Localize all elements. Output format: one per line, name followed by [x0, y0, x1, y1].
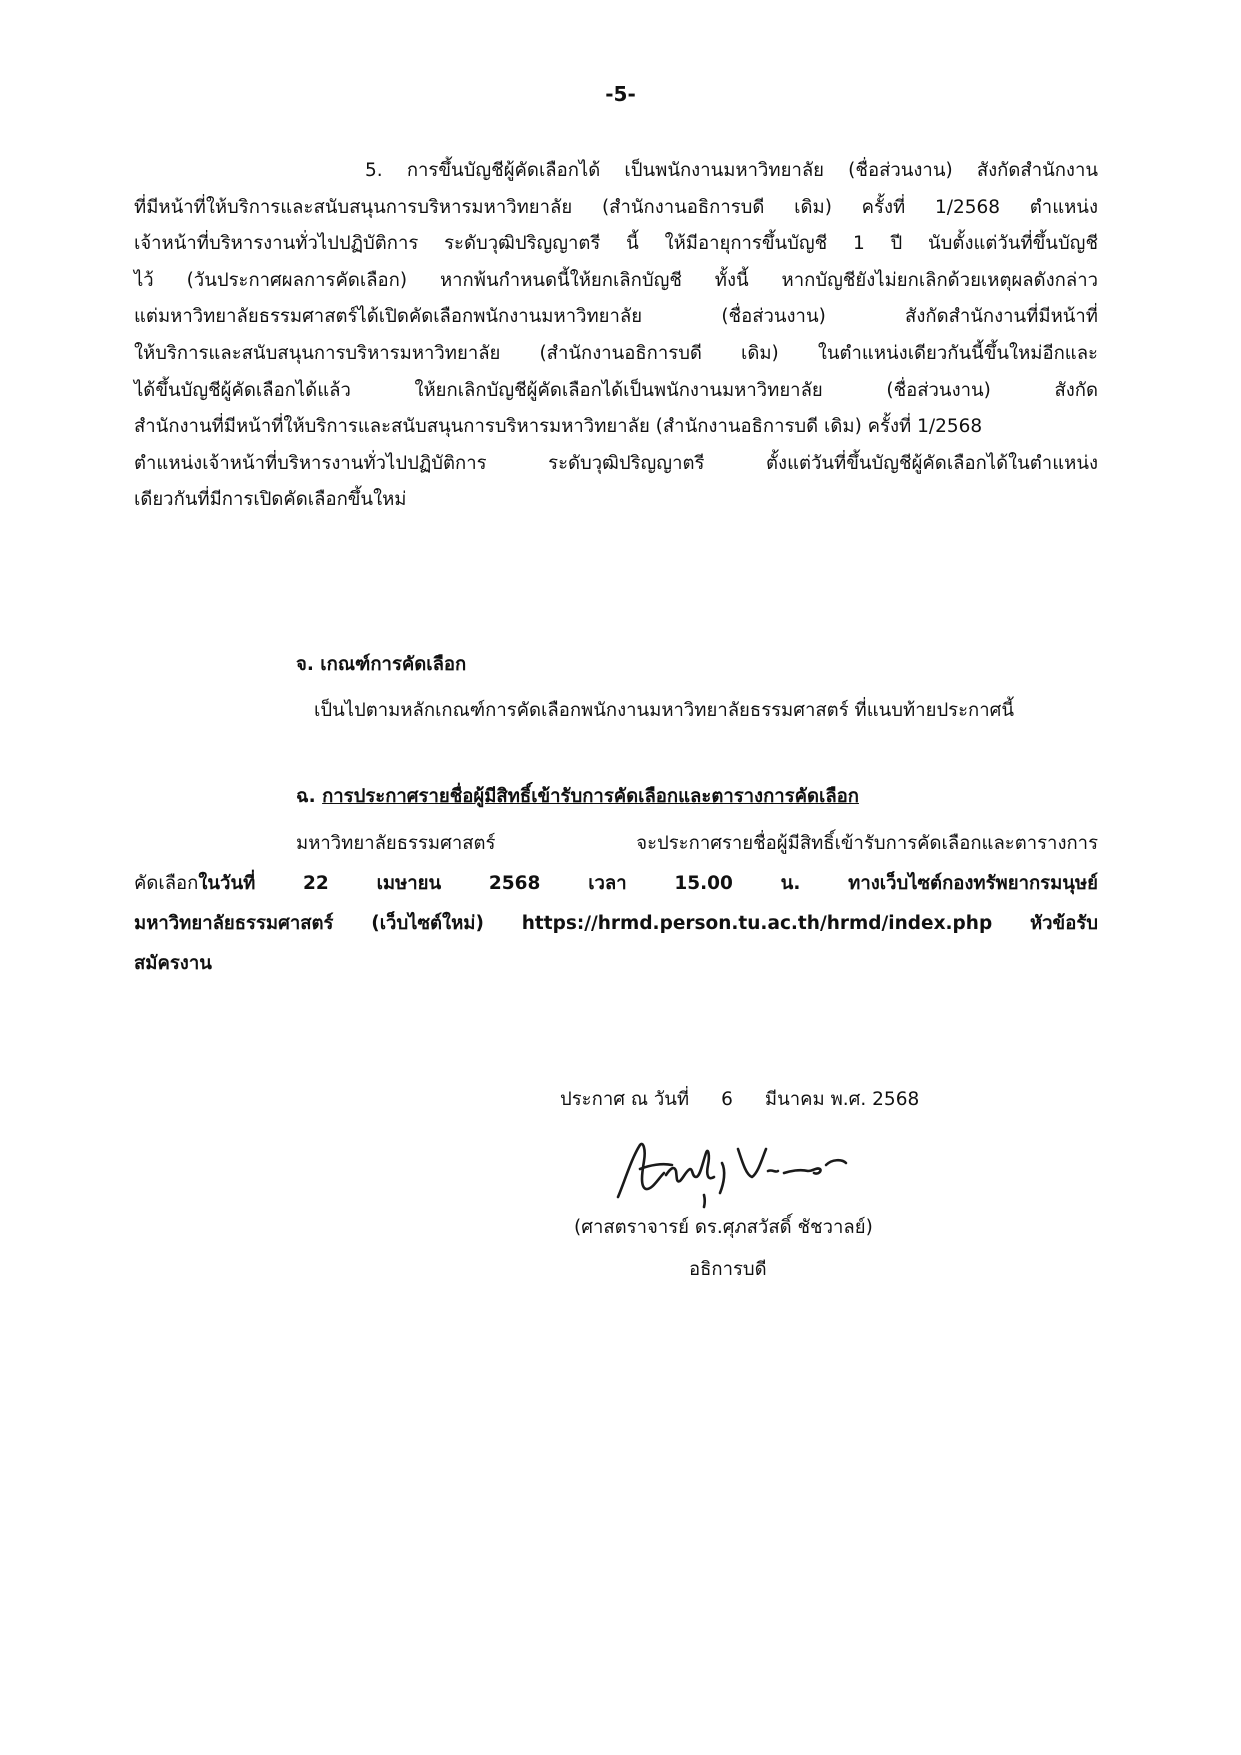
announce-paragraph — [134, 826, 1098, 983]
section-5-paragraph — [134, 153, 1098, 519]
paragraph-line: ให้บริการและสนับสนุนการบริหารมหาวิทยาลัย (สำนักงานอธิการบดี เดิม) ในตำแหน่งเดียวกันนี้ขึ้นใหม่อีกและ — [134, 342, 1098, 364]
date-prefix: ประกาศ ณ วันที่ — [560, 1089, 690, 1110]
paragraph-line: 5. การขึ้นบัญชีผู้คัดเลือกได้ เป็นพนักงานมหาวิทยาลัย (ชื่อส่วนงาน) สังกัดสำนักงาน — [365, 160, 1098, 181]
paragraph-line: เดียวกันที่มีการเปิดคัดเลือกขึ้นใหม่ — [134, 489, 407, 511]
paragraph-line: เจ้าหน้าที่บริหารงานทั่วไปปฏิบัติการ ระดับวุฒิปริญญาตรี นี้ ให้มีอายุการขึ้นบัญชี 1 ปี นับตั้งแต่วันที่ขึ้นบัญชี — [134, 233, 1098, 255]
paragraph-line: ได้ขึ้นบัญชีผู้คัดเลือกได้แล้ว ให้ยกเลิกบัญชีผู้คัดเลือกได้เป็นพนักงานมหาวิทยาลัย (ชื่อส่วนงาน) สังกัด — [134, 379, 1098, 401]
paragraph-line: มหาวิทยาลัยธรรมศาสตร์ จะประกาศรายชื่อผู้มีสิทธิ์เข้ารับการคัดเลือกและตารางการ — [296, 833, 1098, 854]
signatory-name: (ศาสตราจารย์ ดร.ศุภสวัสดิ์ ชัชวาลย์) — [574, 1217, 873, 1238]
handwritten-signature — [610, 1135, 880, 1210]
paragraph-line: ที่มีหน้าที่ให้บริการและสนับสนุนการบริหารมหาวิทยาลัย (สำนักงานอธิการบดี เดิม) ครั้งที่ 1/2568 ตำแหน่ง — [134, 196, 1098, 218]
announce-heading-text: การประกาศรายชื่อผู้มีสิทธิ์เข้ารับการคัดเลือกและตารางการคัดเลือก — [322, 786, 859, 807]
paragraph-line: แต่มหาวิทยาลัยธรรมศาสตร์ได้เปิดคัดเลือกพนักงานมหาวิทยาลัย (ชื่อส่วนงาน) สังกัดสำนักงานที่มีหน้าที่ — [134, 306, 1098, 328]
criteria-heading: จ. เกณฑ์การคัดเลือก — [296, 654, 467, 675]
announce-date-text: ในวันที่ 22 เมษายน 2568 เวลา 15.00 น. ทางเว็บไซต์กองทรัพยากรมนุษย์ — [198, 873, 1098, 894]
announce-heading — [296, 782, 859, 811]
page-number: -5- — [605, 82, 636, 106]
paragraph-line: ไว้ (วันประกาศผลการคัดเลือก) หากพ้นกำหนดนี้ให้ยกเลิกบัญชี ทั้งนี้ หากบัญชียังไม่ยกเลิกด้วยเหตุผลดังกล่าว — [134, 269, 1098, 291]
date-month-year: มีนาคม พ.ศ. 2568 — [764, 1089, 920, 1110]
paragraph-line: ตำแหน่งเจ้าหน้าที่บริหารงานทั่วไปปฏิบัติการ ระดับวุฒิปริญญาตรี ตั้งแต่วันที่ขึ้นบัญชีผู้คัดเลือกได้ในตำแหน่ง — [134, 452, 1098, 474]
announce-website-line: มหาวิทยาลัยธรรมศาสตร์ (เว็บไซต์ใหม่) https://hrmd.person.tu.ac.th/hrmd/index.php หัวข้อรับ — [134, 913, 1098, 934]
announce-heading-prefix: ฉ. — [296, 786, 323, 807]
announce-topic-line: สมัครงาน — [134, 953, 212, 974]
date-day: 6 — [721, 1089, 733, 1110]
criteria-body: เป็นไปตามหลักเกณฑ์การคัดเลือกพนักงานมหาวิทยาลัยธรรมศาสตร์ ที่แนบท้ายประกาศนี้ — [314, 700, 1015, 721]
paragraph-line — [134, 866, 1098, 906]
signatory-title: อธิการบดี — [689, 1259, 767, 1280]
announce-date-line — [560, 1085, 919, 1114]
paragraph-line: สำนักงานที่มีหน้าที่ให้บริการและสนับสนุนการบริหารมหาวิทยาลัย (สำนักงานอธิการบดี เดิม) ครั้งที่ 1/2568 — [134, 416, 983, 438]
announce-date-prefix: คัดเลือก — [134, 873, 199, 894]
